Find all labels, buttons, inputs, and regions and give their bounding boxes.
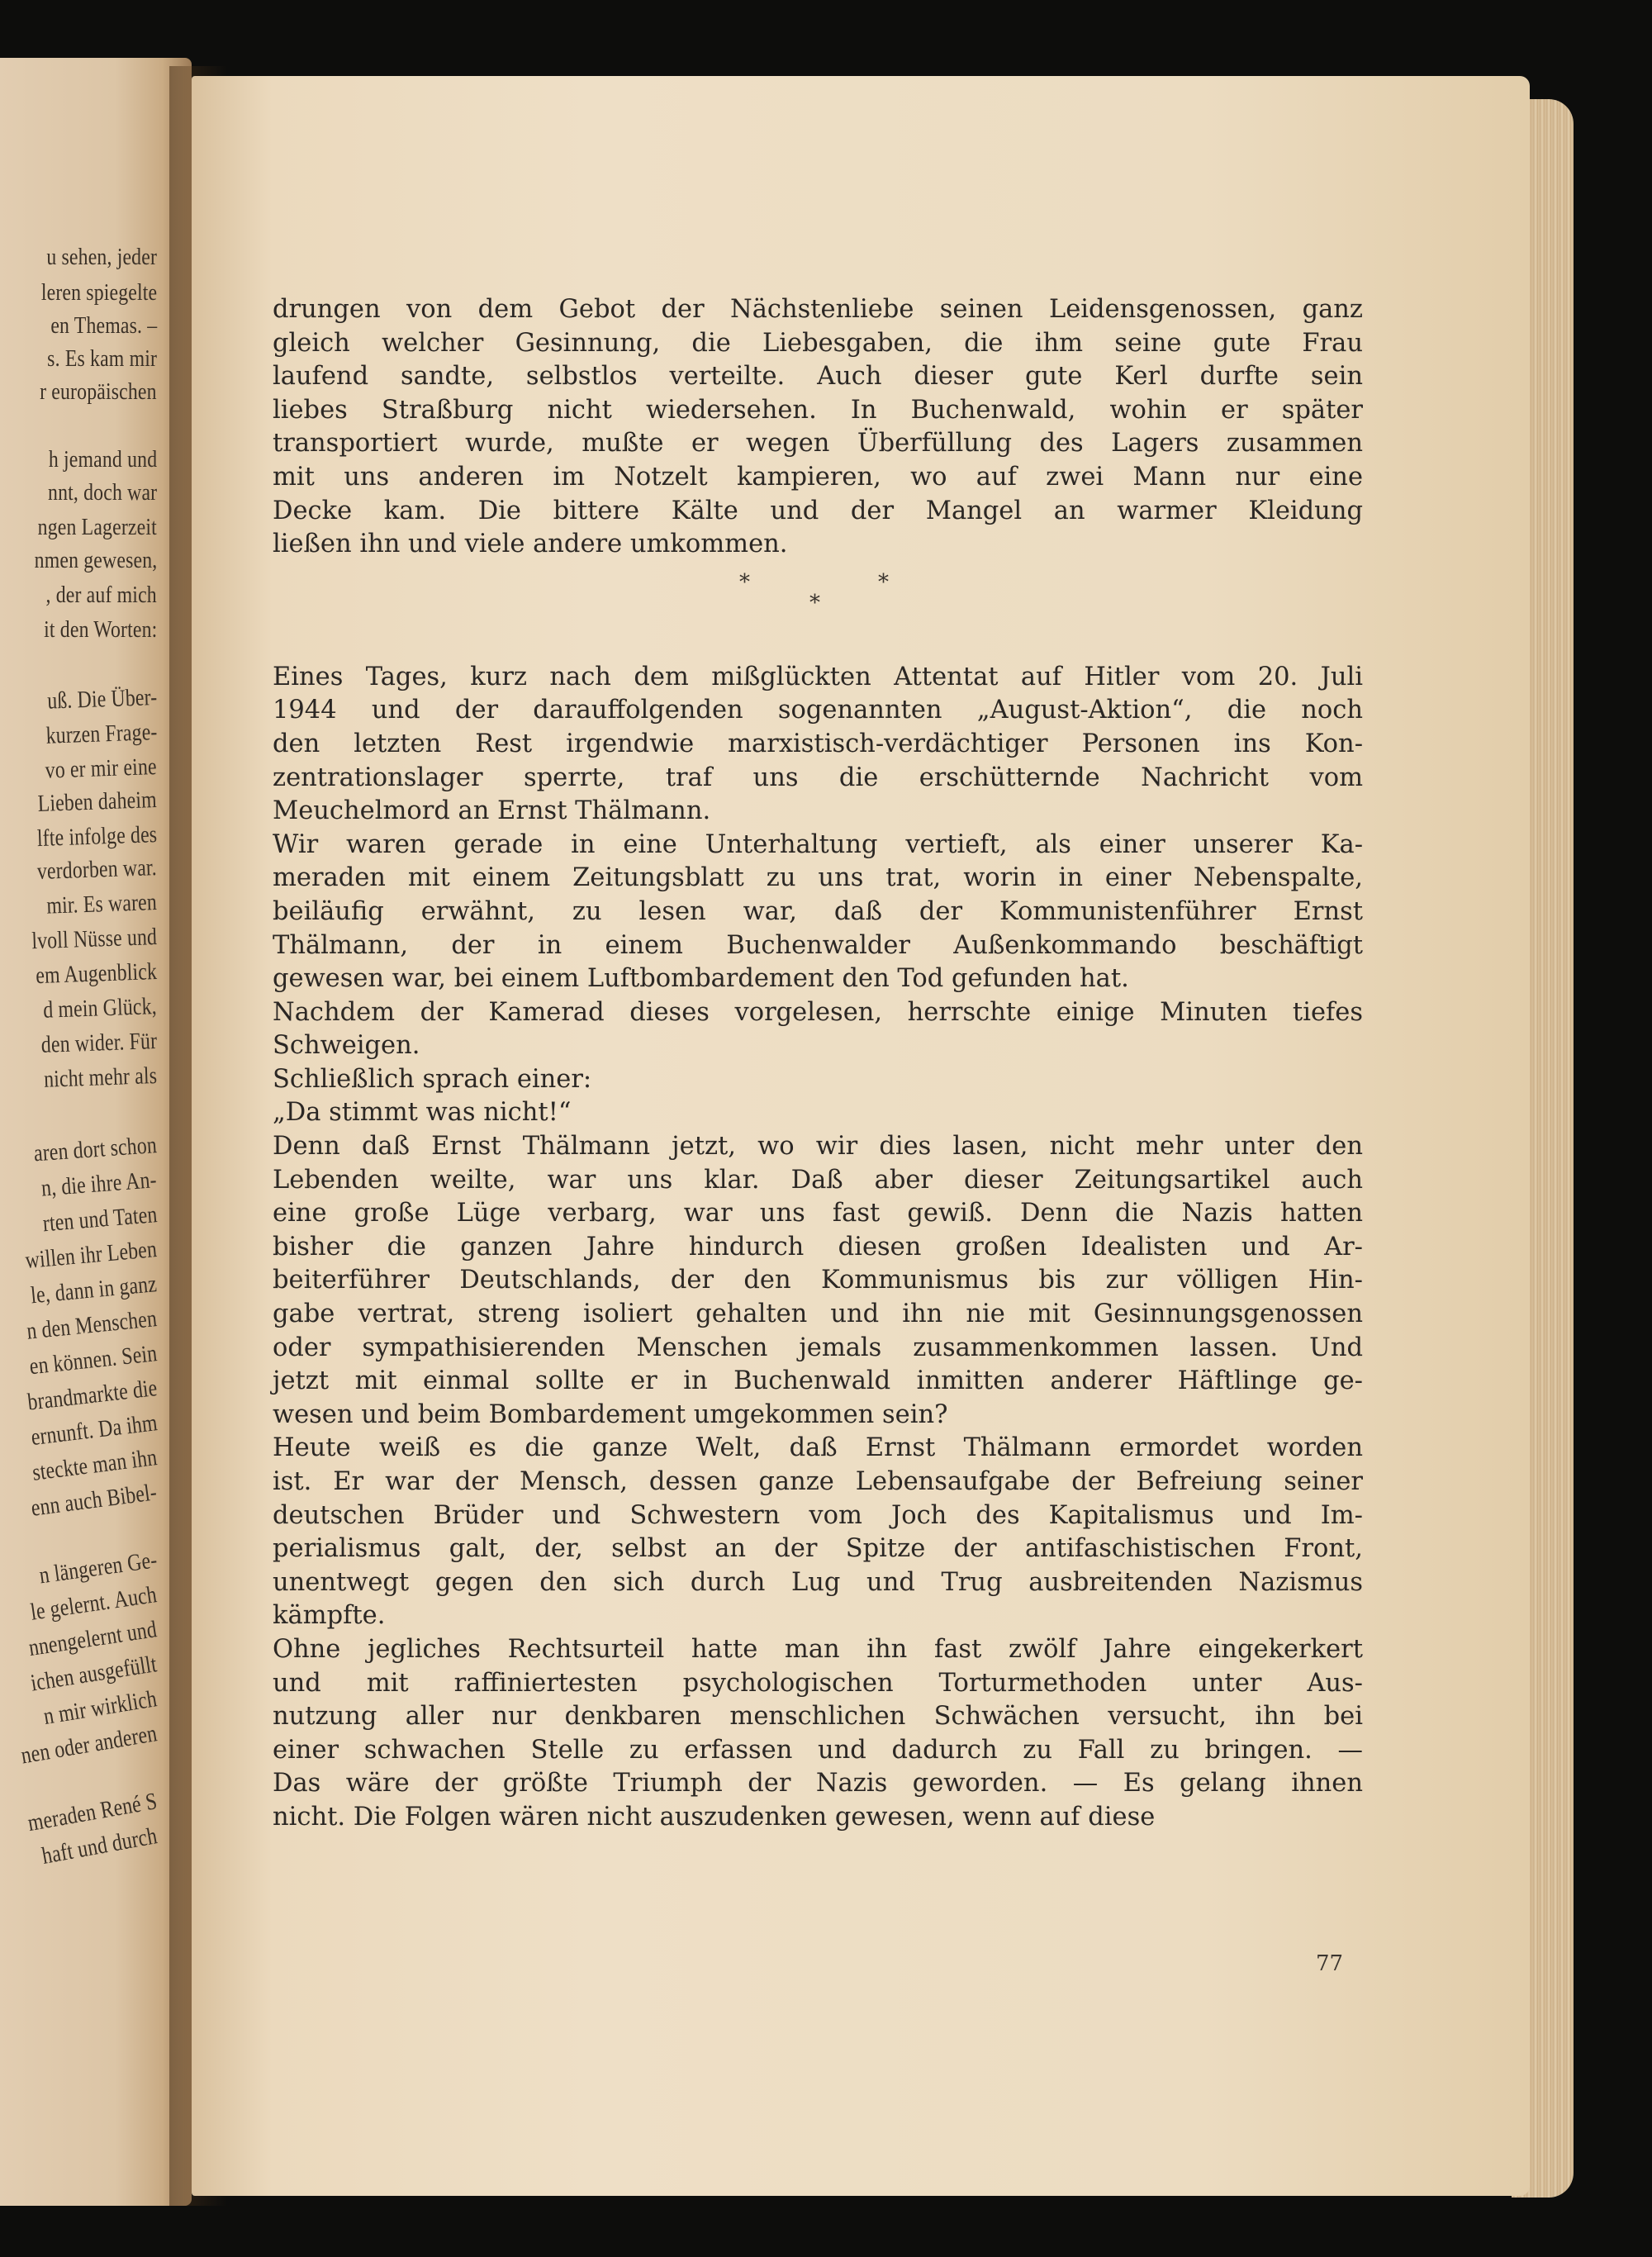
left-page-line: le, dann in ganz — [29, 1271, 159, 1309]
text-line: Lebenden weilte, war uns klar. Daß aber dieser Zeitungsartikel auch — [273, 1165, 1363, 1195]
left-page-line: s. Es kam mir — [47, 345, 157, 372]
left-page-text — [0, 58, 192, 2206]
left-page-line: d mein Glück, — [42, 993, 158, 1024]
page-number: 77 — [1316, 1951, 1344, 1976]
left-page-line: , der auf mich — [45, 582, 157, 608]
text-line: bisher die ganzen Jahre hindurch diesen großen Idealisten und Ar- — [273, 1232, 1363, 1262]
text-line: wesen und beim Bombardement umgekommen sein? — [273, 1399, 948, 1429]
text-line: ist. Er war der Mensch, dessen ganze Lebensaufgabe der Befreiung seiner — [273, 1467, 1363, 1496]
text-line: unentwegt gegen den sich durch Lug und Trug ausbreitenden Nazismus — [273, 1567, 1363, 1597]
text-line: Eines Tages, kurz nach dem mißglückten Attentat auf Hitler vom 20. Juli — [273, 662, 1363, 691]
left-page-line: aren dort schon — [33, 1132, 159, 1167]
text-line: oder sympathisierenden Menschen jemals zusammenkommen lassen. Und — [273, 1333, 1363, 1362]
left-page-line: willen ihr Leben — [24, 1236, 159, 1275]
left-page-line: leren spiegelte — [40, 279, 157, 306]
text-line: gewesen war, bei einem Luftbombardement den Tod gefunden hat. — [273, 964, 1129, 994]
text-line: Thälmann, der in einem Buchenwalder Außenkommando beschäftigt — [273, 930, 1363, 960]
text-line: Meuchelmord an Ernst Thälmann. — [273, 796, 711, 826]
left-page-line: kurzen Frage- — [45, 719, 158, 749]
text-line: deutschen Brüder und Schwestern vom Joch des Kapitalismus und Im- — [273, 1500, 1363, 1530]
text-line: drungen von dem Gebot der Nächstenliebe seinen Leidensgenossen, ganz — [273, 295, 1363, 324]
text-line: eine große Lüge verbarg, war uns fast gewiß. Denn die Nazis hatten — [273, 1199, 1363, 1228]
text-line: beiläufig erwähnt, zu lesen war, daß der Kommunistenführer Ernst — [273, 896, 1363, 926]
text-line: und mit raffiniertesten psychologischen Torturmethoden unter Aus- — [273, 1668, 1363, 1698]
text-line: Decke kam. Die bittere Kälte und der Mangel an warmer Kleidung — [273, 496, 1363, 525]
text-line: meraden mit einem Zeitungsblatt zu uns trat, worin in einer Nebenspalte, — [273, 863, 1363, 893]
left-page-line: meraden René S — [26, 1788, 159, 1837]
text-line: nicht. Die Folgen wären nicht auszudenken gewesen, wenn auf diese — [273, 1802, 1156, 1832]
text-line: den letzten Rest irgendwie marxistisch-verdächtiger Personen ins Kon- — [273, 729, 1363, 758]
left-page-line: uß. Die Über- — [46, 684, 158, 715]
left-page-line: nnengelernt und — [26, 1616, 159, 1662]
text-line: Ohne jegliches Rechtsurteil hatte man ihn fast zwölf Jahre eingekerkert — [273, 1634, 1363, 1664]
text-line: gleich welcher Gesinnung, die Liebesgaben, die ihm seine gute Frau — [273, 328, 1363, 358]
text-line: mit uns anderen im Notzelt kampieren, wo auf zwei Mann nur eine — [273, 462, 1363, 492]
left-page-line: en können. Sein — [28, 1340, 159, 1380]
left-page-line: ngen Lagerzeit — [37, 514, 157, 540]
left-page-line: verdorben war. — [36, 854, 158, 886]
text-line: Schweigen. — [273, 1031, 420, 1061]
left-page-line: ichen ausgefüllt — [29, 1651, 159, 1697]
paragraph-1 — [273, 293, 1363, 562]
left-page-line: h jemand und — [48, 446, 157, 473]
left-page-line: den wider. Für — [40, 1028, 158, 1058]
text-line: gabe vertrat, streng isoliert gehalten und ihn nie mit Gesinnungsgenossen — [273, 1300, 1363, 1329]
text-line: liebes Straßburg nicht wiedersehen. In Buchenwald, wohin er später — [273, 395, 1363, 425]
text-line: „Da stimmt was nicht!“ — [273, 1098, 572, 1128]
left-page-line: n den Menschen — [25, 1305, 159, 1345]
left-page-line: nnt, doch war — [47, 479, 157, 506]
left-page-line: nicht mehr als — [43, 1062, 158, 1093]
left-page-line: nmen gewesen, — [34, 547, 157, 573]
left-page-line: en Themas. – — [50, 312, 157, 339]
text-line: Das wäre der größte Triumph der Nazis geworden. — Es gelang ihnen — [273, 1769, 1363, 1798]
text-line: Heute weiß es die ganze Welt, daß Ernst Thälmann ermordet worden — [273, 1433, 1363, 1463]
left-page — [0, 58, 192, 2206]
text-line: Wir waren gerade in eine Unterhaltung vertieft, als einer unserer Ka- — [273, 829, 1363, 859]
left-page-line: Lieben daheim — [37, 786, 158, 818]
text-line: laufend sandte, selbstlos verteilte. Auch dieser gute Kerl durfte sein — [273, 362, 1363, 392]
left-page-line: mir. Es waren — [45, 889, 158, 919]
text-line: zentrationslager sperrte, traf uns die erschütternde Nachricht vom — [273, 763, 1363, 792]
text-line: kämpfte. — [273, 1601, 386, 1631]
left-page-line: steckte man ihn — [31, 1444, 159, 1486]
left-page-line: r europäischen — [40, 378, 157, 405]
page-body-text — [273, 293, 1363, 1835]
paragraph-3 — [273, 829, 1363, 996]
text-line: perialismus galt, der, selbst an der Spitze der antifaschistischen Front, — [273, 1534, 1363, 1564]
left-page-line: haft und durch — [40, 1822, 159, 1870]
left-page-line: enn auch Bibel- — [30, 1479, 159, 1522]
left-page-line: brandmarkte die — [26, 1375, 159, 1416]
paragraph-2 — [273, 661, 1363, 829]
left-page-line: rten und Taten — [41, 1201, 159, 1238]
left-page-line: n mir wirklich — [41, 1685, 159, 1731]
text-line: Nachdem der Kamerad dieses vorgelesen, herrschte einige Minuten tiefes — [273, 997, 1363, 1027]
left-page-line: lvoll Nüsse und — [31, 924, 158, 955]
left-page-line: le gelernt. Auch — [29, 1581, 159, 1626]
section-separator — [273, 562, 1363, 661]
separator-star: * — [809, 590, 820, 615]
paragraph-4 — [273, 996, 1363, 1063]
paragraph-6 — [273, 1096, 1363, 1130]
text-line: ließen ihn und viele andere umkommen. — [273, 530, 788, 559]
left-page-line: em Augenblick — [35, 958, 158, 990]
separator-star: * — [739, 569, 750, 595]
text-line: jetzt mit einmal sollte er in Buchenwald inmitten anderer Häftlinge ge- — [273, 1366, 1363, 1396]
text-line: beiterführer Deutschlands, der den Kommunismus bis zur völligen Hin- — [273, 1266, 1363, 1295]
left-page-line: nen oder anderen — [19, 1720, 159, 1770]
left-page-line: it den Worten: — [43, 616, 157, 643]
text-line: transportiert wurde, mußte er wegen Überfüllung des Lagers zusammen — [273, 429, 1363, 459]
text-line: nutzung aller nur denkbaren menschlichen Schwächen versucht, ihn bei — [273, 1702, 1363, 1732]
paragraph-8 — [273, 1432, 1363, 1633]
text-line: Schließlich sprach einer: — [273, 1064, 592, 1094]
text-line: einer schwachen Stelle zu erfassen und dadurch zu Fall zu bringen. — — [273, 1735, 1363, 1765]
left-page-line: lfte infolge des — [36, 821, 158, 853]
left-page-line: u sehen, jeder — [46, 244, 157, 270]
left-page-line: vo er mir eine — [45, 753, 158, 784]
text-line: 1944 und der darauffolgenden sogenannten „August-Aktion“, die noch — [273, 696, 1363, 725]
paragraph-5 — [273, 1063, 1363, 1097]
left-page-line: n längeren Ge- — [37, 1547, 159, 1589]
separator-star: * — [878, 569, 889, 595]
text-line: Denn daß Ernst Thälmann jetzt, wo wir dies lasen, nicht mehr unter den — [273, 1132, 1363, 1162]
left-page-line: ernunft. Da ihm — [29, 1409, 159, 1452]
paragraph-7 — [273, 1130, 1363, 1432]
paragraph-9 — [273, 1633, 1363, 1835]
left-page-line: n, die ihre An- — [40, 1167, 159, 1202]
